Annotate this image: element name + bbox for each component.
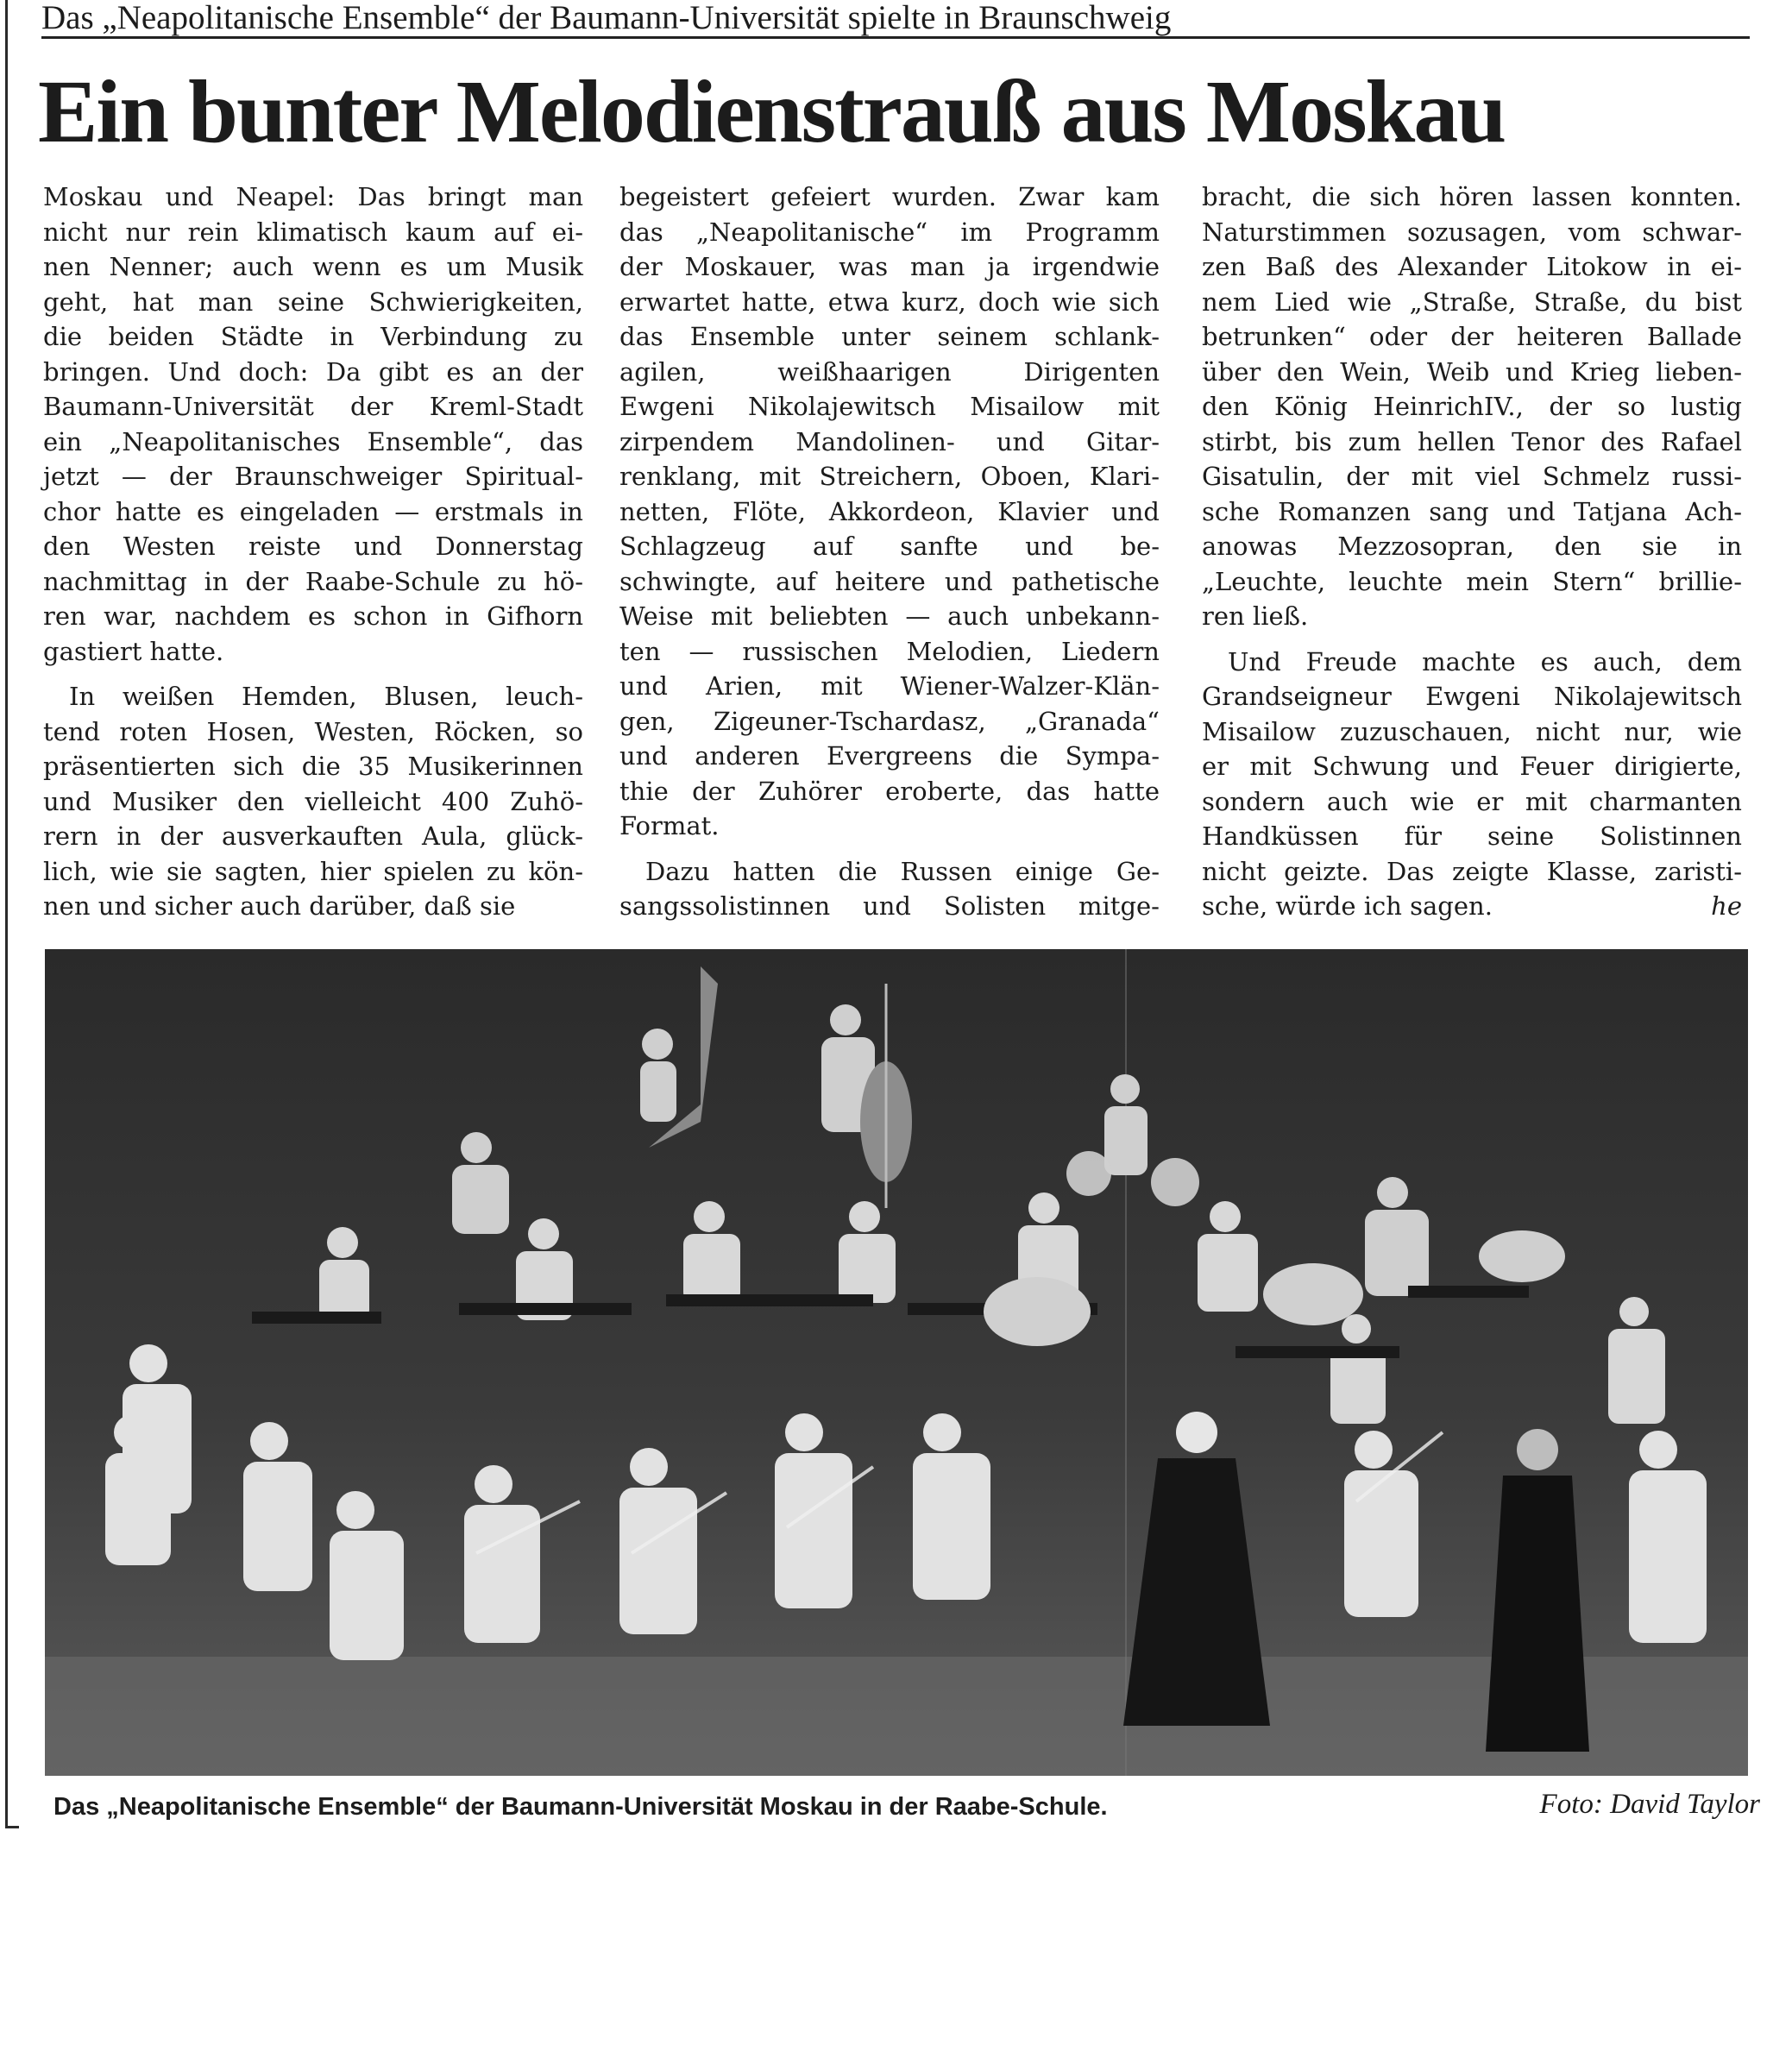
article-line: die beiden Städte in Verbindung zu <box>43 322 583 351</box>
article-line: nen und sicher auch darüber, daß sie <box>43 891 516 921</box>
page-left-tick <box>5 1826 19 1828</box>
article-line: gen, Zigeuner-Tschardasz, „Granada“ <box>619 706 1160 736</box>
article-line: begeistert gefeiert wurden. Zwar kam <box>619 182 1160 211</box>
article-line: der Moskauer, was man ja irgendwie <box>619 252 1160 281</box>
author-sign: he <box>1711 891 1742 921</box>
article-line: Dazu hatten die Russen einige Ge- <box>645 856 1160 886</box>
article-line: anowas Mezzosopran, den sie in <box>1202 532 1742 561</box>
page-left-rule <box>5 0 8 1828</box>
article-line: das „Neapolitanische“ im Programm <box>619 217 1160 247</box>
article-line: In weißen Hemden, Blusen, leuch- <box>69 682 583 711</box>
article-line: den König HeinrichIV., der so lustig <box>1202 392 1742 421</box>
article-line: stirbt, bis zum hellen Tenor des Rafael <box>1202 426 1742 456</box>
article-line: Format. <box>619 811 720 840</box>
article-line: Schlagzeug auf sanfte und be- <box>619 532 1160 561</box>
article-line: „Leuchte, leuchte mein Stern“ brillie- <box>1202 566 1742 596</box>
article-line: nem Lied wie „Straße, Straße, du bist <box>1202 286 1742 317</box>
article-line: Ewgeni Nikolajewitsch Misailow mit <box>619 392 1160 421</box>
article-line: den Westen reiste und Donnerstag <box>43 532 583 561</box>
ensemble-photo <box>45 949 1748 1776</box>
article-line: Weise mit beliebten — auch unbekann- <box>619 601 1160 631</box>
article-line: Misailow zuzuschauen, nicht nur, wie <box>1202 716 1742 746</box>
article-line: Und Freude machte es auch, dem <box>1228 646 1742 676</box>
article-column-3 <box>1202 179 1742 921</box>
article-line: und Arien, mit Wiener-Walzer-Klän- <box>619 671 1160 701</box>
article-line: rern in der ausverkauften Aula, glück- <box>43 821 583 851</box>
article-line: betrunken“ oder der heiteren Ballade <box>1202 322 1742 351</box>
ensemble-photo-illustration <box>45 949 1748 1776</box>
article-line: nachmittag in der Raabe-Schule zu hö- <box>43 566 583 596</box>
article-line: Gisatulin, der mit viel Schmelz russi- <box>1202 462 1742 491</box>
article-column-1 <box>43 179 583 921</box>
article-line: ten — russischen Melodien, Liedern <box>619 636 1160 666</box>
article-line: ein „Neapolitanisches Ensemble“, das <box>43 426 583 456</box>
article-line: Handküssen für seine Solistinnen <box>1202 821 1742 851</box>
article-column-2 <box>619 179 1160 921</box>
article-headline: Ein bunter Melodienstrauß aus Moskau <box>38 62 1506 161</box>
article-line: bracht, die sich hören lassen konnten. <box>1202 182 1742 211</box>
article-line: nen Nenner; auch wenn es um Musik <box>43 252 583 281</box>
photo-caption: Das „Neapolitanische Ensemble“ der Baumann-Universität Moskau in der Raabe-Schule. <box>53 1793 1108 1821</box>
article-line: thie der Zuhörer eroberte, das hatte <box>619 776 1160 806</box>
article-line: lich, wie sie sagten, hier spielen zu kön- <box>43 856 583 886</box>
article-line: sondern auch wie er mit charmanten <box>1202 786 1742 816</box>
article-line: renklang, mit Streichern, Oboen, Klari- <box>619 462 1160 491</box>
article-line: bringen. Und doch: Da gibt es an der <box>43 356 583 387</box>
article-line: nicht geizte. Das zeigte Klasse, zaristi- <box>1202 856 1742 886</box>
article-line: zen Baß des Alexander Litokow in ei- <box>1202 252 1742 281</box>
article-line: nicht nur rein klimatisch kaum auf ei- <box>43 217 583 247</box>
article-line: über den Wein, Weib und Krieg lieben- <box>1202 356 1742 387</box>
article-kicker: Das „Neapolitanische Ensemble“ der Baumann-Universität spielte in Braunschweig <box>41 0 1750 39</box>
article-line: netten, Flöte, Akkordeon, Klavier und <box>619 496 1160 526</box>
article-line: Grandseigneur Ewgeni Nikolajewitsch <box>1202 682 1742 711</box>
article-line: ren ließ. <box>1202 601 1309 631</box>
article-line: er mit Schwung und Feuer dirigierte, <box>1202 752 1742 781</box>
article-line: agilen, weißhaarigen Dirigenten <box>619 356 1160 387</box>
article-line: Baumann-Universität der Kreml-Stadt <box>43 392 583 421</box>
article-line: ren war, nachdem es schon in Gifhorn <box>43 601 583 631</box>
article-line: präsentierten sich die 35 Musikerinnen <box>43 752 583 781</box>
article-line: sche, würde ich sagen. he <box>1202 889 1742 924</box>
article-line: gastiert hatte. <box>43 636 224 666</box>
article-line: chor hatte es eingeladen — erstmals in <box>43 496 583 526</box>
article-line: und anderen Evergreens die Sympa- <box>619 741 1160 771</box>
article-line: Naturstimmen sozusagen, vom schwar- <box>1202 217 1742 247</box>
article-line: sangssolistinnen und Solisten mitge- <box>619 891 1160 921</box>
article-line: erwartet hatte, etwa kurz, doch wie sich <box>619 286 1160 317</box>
article-line: Moskau und Neapel: Das bringt man <box>43 182 583 211</box>
article-line: jetzt — der Braunschweiger Spiritual- <box>43 462 583 491</box>
article-line: tend roten Hosen, Westen, Röcken, so <box>43 716 583 746</box>
article-line: und Musiker den vielleicht 400 Zuhö- <box>43 786 583 816</box>
photo-credit: Foto: David Taylor <box>1539 1789 1760 1820</box>
article-line: schwingte, auf heitere und pathetische <box>619 566 1160 596</box>
article-line: zirpendem Mandolinen- und Gitar- <box>619 426 1160 456</box>
article-line: sche Romanzen sang und Tatjana Ach- <box>1202 496 1742 526</box>
article-line: das Ensemble unter seinem schlank- <box>619 322 1160 351</box>
article-line: geht, hat man seine Schwierigkeiten, <box>43 286 583 317</box>
